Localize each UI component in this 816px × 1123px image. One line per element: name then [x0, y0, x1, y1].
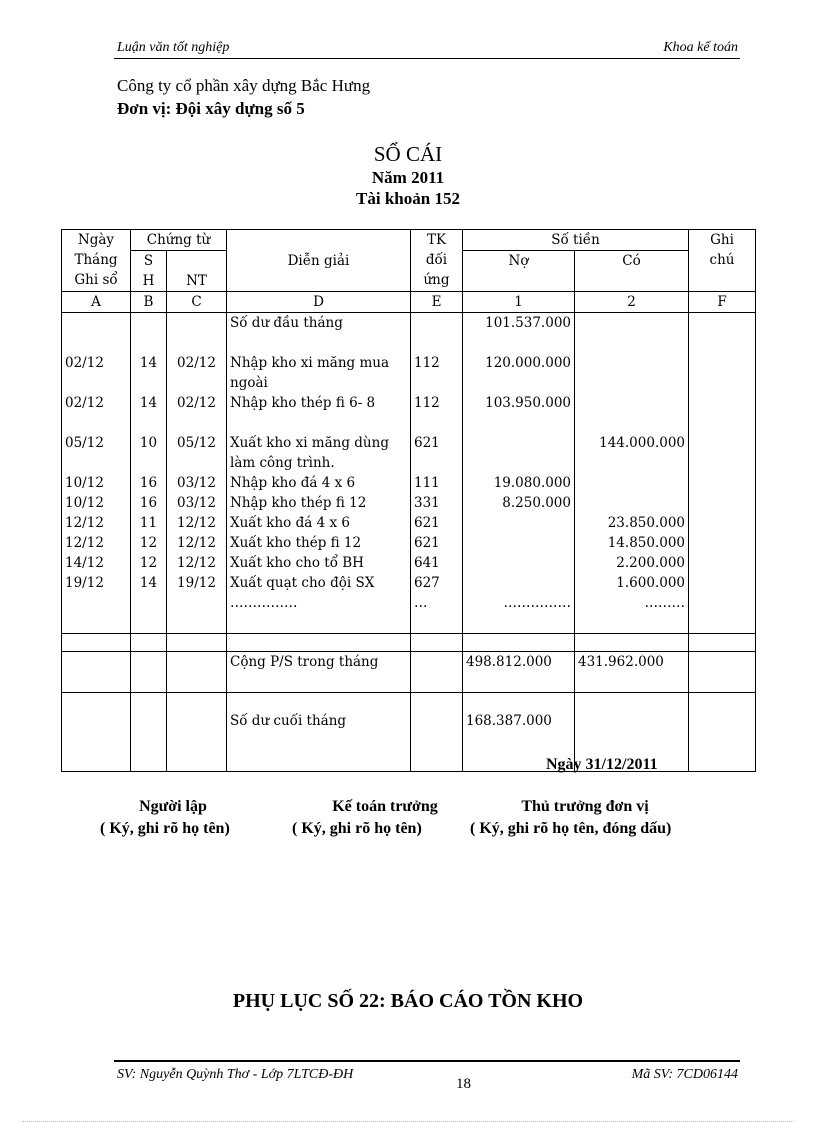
ledger-cell-date: 14/12 [65, 555, 104, 571]
total-label: Cộng P/S trong tháng [227, 652, 411, 693]
ledger-cell-no [466, 513, 571, 533]
ledger-cell-date [65, 593, 127, 633]
ledger-cell-tk: 621 [414, 435, 440, 451]
ledger-cell-no: 19.080.000 [493, 475, 571, 491]
ledger-cell-no [466, 533, 571, 553]
ledger-cell-desc: Xuất kho đá 4 x 6 [230, 515, 350, 531]
col-head-sh: S H [131, 251, 167, 292]
ledger-cell-tk: 331 [414, 495, 440, 511]
ledger-cell-tk: 621 [414, 515, 440, 531]
spacer-row [62, 634, 756, 652]
ledger-cell-no: 120.000.000 [485, 355, 571, 371]
page-edge [22, 1121, 794, 1122]
ledger-cell-co [578, 493, 685, 513]
ledger-cell-sh [134, 593, 163, 633]
col-head-amount: Số tiền [463, 230, 689, 251]
ledger-cell-desc: Số dư đầu tháng [230, 315, 343, 331]
ledger-year: Năm 2011 [371, 168, 445, 187]
sign-date: Ngày 31/12/2011 [546, 756, 658, 773]
ledger-cell-nt: 02/12 [177, 355, 216, 371]
ledger-cell-date: 05/12 [65, 435, 104, 451]
footer-student: SV: Nguyễn Quỳnh Thơ - Lớp 7LTCĐ-ĐH [117, 1067, 354, 1082]
col-co [575, 313, 689, 634]
ledger-cell-date [65, 313, 127, 353]
ledger-cell-sh: 12 [139, 535, 158, 551]
ledger-cell-nt: 12/12 [177, 535, 216, 551]
ledger-cell-no [466, 573, 571, 593]
col-sh [131, 313, 167, 634]
header-rule [114, 58, 740, 59]
ledger-title: SỔ CÁI [373, 142, 443, 166]
ledger-cell-desc: Nhập kho thép fi 6- 8 [230, 395, 376, 411]
signature-chief-accountant-note: ( Ký, ghi rõ họ tên) [292, 820, 422, 837]
code-row: A B C D E 1 2 F [62, 292, 756, 313]
running-header-right: Khoa kế toán [663, 40, 738, 55]
ledger-cell-sh: 11 [139, 515, 158, 531]
ledger-cell-tk: 641 [414, 555, 440, 571]
ledger-cell-tk [414, 313, 459, 353]
signature-head-note: ( Ký, ghi rõ họ tên, đóng dấu) [470, 820, 672, 837]
ledger-cell-desc: Xuất kho xi măng dùng làm công trình. [230, 435, 389, 471]
ledger-cell-desc: Xuất quạt cho đội SX [230, 575, 375, 591]
ledger-cell-co: 2.200.000 [616, 555, 686, 571]
col-date [62, 313, 131, 634]
footer-student-id: Mã SV: 7CD06144 [631, 1067, 738, 1082]
ledger-cell-desc: Nhập kho đá 4 x 6 [230, 475, 356, 491]
ledger-cell-date: 19/12 [65, 575, 104, 591]
ledger-cell-date: 02/12 [65, 355, 104, 371]
signature-chief-accountant-role: Kế toán trưởng [332, 798, 438, 815]
ledger-cell-co [578, 313, 685, 353]
page-number: 18 [456, 1076, 471, 1092]
ledger-cell-nt: 12/12 [177, 515, 216, 531]
ledger-cell-nt: 19/12 [177, 575, 216, 591]
ledger-body [62, 313, 756, 634]
ledger-cell-nt: 05/12 [177, 435, 216, 451]
col-head-credit: Có [575, 251, 689, 292]
ledger-cell-no: 103.950.000 [485, 395, 571, 411]
ledger-cell-date: 12/12 [65, 535, 104, 551]
ledger-cell-nt [170, 313, 223, 353]
ledger-cell-co: 1.600.000 [616, 575, 686, 591]
ledger-cell-desc: Xuất kho cho tổ BH [230, 555, 364, 571]
ledger-cell-nt: 03/12 [177, 495, 216, 511]
ledger-cell-co [578, 473, 685, 493]
ledger-cell-tk: … [414, 595, 428, 611]
ending-debit: 168.387.000 [463, 693, 575, 772]
ledger-cell-sh: 16 [139, 495, 158, 511]
ledger-cell-co: 144.000.000 [599, 435, 686, 451]
ledger-cell-desc: …………… [230, 595, 298, 611]
ledger-cell-nt: 02/12 [177, 395, 216, 411]
total-row [62, 652, 756, 693]
ledger-cell-sh: 14 [139, 575, 158, 591]
ledger-cell-co: 23.850.000 [607, 515, 686, 531]
ledger-cell-tk: 112 [414, 355, 440, 371]
ledger-cell-tk: 112 [414, 395, 440, 411]
header-row-1 [62, 230, 756, 251]
ledger-cell-no: 8.250.000 [502, 495, 571, 511]
ledger-cell-nt: 03/12 [177, 475, 216, 491]
footer-rule [114, 1060, 740, 1062]
appendix-title: PHỤ LỤC SỐ 22: BÁO CÁO TỒN KHO [232, 990, 584, 1012]
ledger-cell-co [578, 393, 685, 433]
ledger-cell-tk: 627 [414, 575, 440, 591]
running-header-left: Luận văn tốt nghiệp [117, 40, 230, 55]
ledger-cell-sh: 14 [139, 395, 158, 411]
ledger-cell-co [578, 353, 685, 393]
col-head-note: Ghi chú [689, 230, 756, 292]
ledger-cell-no [466, 553, 571, 573]
ledger-cell-nt: 12/12 [177, 555, 216, 571]
ledger-cell-co: ……… [644, 595, 686, 611]
company-name: Công ty cổ phần xây dựng Bắc Hưng [117, 76, 371, 95]
ledger-cell-no: 101.537.000 [485, 315, 571, 331]
ledger-cell-sh: 16 [139, 475, 158, 491]
signature-preparer-note: ( Ký, ghi rõ họ tên) [100, 820, 230, 837]
total-debit: 498.812.000 [463, 652, 575, 693]
col-head-debit: Nợ [463, 251, 575, 292]
ledger-cell-date: 10/12 [65, 475, 104, 491]
ledger-cell-sh: 14 [139, 355, 158, 371]
signature-head-role: Thủ trưởng đơn vị [521, 798, 649, 815]
ledger-cell-sh [134, 313, 163, 353]
col-head-account: TK đối ứng [411, 230, 463, 292]
ledger-cell-no: …………… [503, 595, 571, 611]
col-head-description: Diễn giải [227, 230, 411, 292]
ledger-cell-co: 14.850.000 [607, 535, 686, 551]
col-head-date: Ngày Tháng Ghi sổ [62, 230, 131, 292]
ledger-cell-nt [170, 593, 223, 633]
col-head-nt: NT [167, 251, 227, 292]
col-tk [411, 313, 463, 634]
ledger-cell-tk: 111 [414, 475, 440, 491]
ledger-cell-no [466, 433, 571, 473]
col-note [689, 313, 756, 634]
ledger-cell-desc: Nhập kho xi măng mua ngoài [230, 355, 390, 391]
col-head-voucher: Chứng từ [131, 230, 227, 251]
col-nt [167, 313, 227, 634]
ledger-cell-desc: Nhập kho thép fi 12 [230, 495, 367, 511]
ledger-cell-date: 02/12 [65, 395, 104, 411]
ledger-account: Tài khoản 152 [356, 189, 460, 208]
unit-name: Đơn vị: Đội xây dựng số 5 [117, 99, 305, 118]
ledger-cell-sh: 12 [139, 555, 158, 571]
general-ledger-table [61, 229, 756, 772]
ledger-cell-date: 10/12 [65, 495, 104, 511]
total-credit: 431.962.000 [575, 652, 689, 693]
col-desc [227, 313, 411, 634]
ledger-cell-tk: 621 [414, 535, 440, 551]
col-no [463, 313, 575, 634]
ledger-cell-desc: Xuất kho thép fi 12 [230, 535, 362, 551]
ledger-cell-sh: 10 [139, 435, 158, 451]
ledger-cell-date: 12/12 [65, 515, 104, 531]
ending-label: Số dư cuối tháng [227, 693, 411, 772]
signature-preparer-role: Người lập [139, 798, 207, 815]
